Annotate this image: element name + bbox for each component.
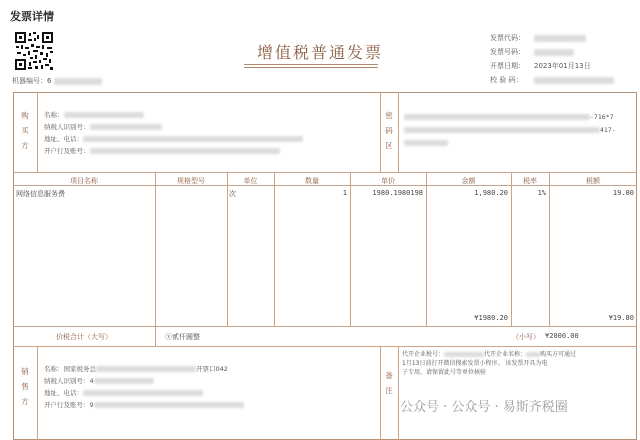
cipher-line-1: -716*7	[404, 113, 613, 122]
col-qty: 数量	[305, 177, 319, 185]
seller-name: 名称：国家税务总 开票口042	[44, 365, 228, 373]
sum-small-value: ¥2000.00	[545, 332, 579, 340]
meta-invoice-code: 发票代码：	[490, 33, 586, 43]
rule-items-bottom	[13, 326, 637, 327]
item-price: 1980.1980198	[372, 189, 423, 197]
seller-side-label: 销 售 方	[21, 367, 29, 406]
total-tax: ¥19.80	[608, 314, 634, 322]
invoice-frame	[13, 92, 637, 440]
rule-buyer-bottom	[13, 172, 637, 173]
col-item-name: 项目名称	[70, 177, 98, 185]
total-amount: ¥1980.20	[474, 314, 508, 322]
seller-bank: 开户行及账号：9	[44, 401, 244, 410]
page-title: 发票详情	[10, 10, 54, 23]
meta-invoice-number: 发票号码：	[490, 47, 574, 57]
buyer-tax-id: 纳税人识别号：	[44, 123, 162, 132]
item-name: 网络信息服务费	[16, 190, 65, 198]
remarks-side-label: 备 注	[385, 371, 393, 395]
cipher-side-label: 密 码 区	[385, 111, 393, 150]
watermark: 公众号 · 公众号 · 易斯齐税圈	[400, 400, 568, 415]
remarks-line-3: 子专用，请保留此号等单位核验	[402, 369, 487, 376]
buyer-name: 名称：	[44, 111, 144, 120]
col-unit: 单位	[243, 177, 258, 185]
item-rate: 1%	[537, 189, 546, 197]
col-amount: 金额	[461, 177, 476, 185]
remarks-line-1: 代开企业税号： 代开企业名称： 购买方可通过	[402, 351, 577, 358]
item-tax: 19.80	[612, 189, 634, 197]
rule-sum-bottom	[13, 346, 637, 347]
buyer-bank: 开户行及账号：	[44, 147, 280, 156]
buyer-address: 地址、电话：	[44, 135, 303, 144]
item-amount: 1,980.20	[474, 189, 508, 197]
sum-chinese: ⓧ贰仟圆整	[165, 333, 200, 341]
title-underline-2	[244, 67, 378, 68]
col-rate: 税率	[523, 177, 537, 185]
col-spec: 规格型号	[177, 177, 205, 185]
buyer-side-label: 购 买 方	[21, 111, 29, 150]
machine-number: 机器编号：6	[12, 76, 102, 86]
col-price: 单价	[381, 177, 395, 185]
seller-tax-id: 纳税人识别号：4	[44, 377, 154, 386]
meta-issue-date: 开票日期： 2023年01月13日	[490, 62, 591, 70]
remarks-line-2: 1月13日前打开微信搜索发票小程序。 该发票开具为电	[402, 360, 548, 367]
sum-label: 价税合计（大写）	[56, 333, 112, 341]
invoice-title: 增值税普通发票	[256, 43, 383, 62]
col-tax: 税额	[586, 177, 600, 185]
item-qty: 1	[342, 189, 347, 197]
item-unit: 次	[229, 190, 236, 198]
cipher-line-2: 417-	[404, 126, 616, 135]
title-underline	[244, 64, 378, 65]
seller-address: 地址、电话：	[44, 389, 203, 398]
machine-number-value: 6	[47, 77, 52, 85]
meta-check-code: 校 验 码：	[490, 75, 614, 85]
cipher-line-3	[404, 139, 448, 148]
sum-small-label: （小写）	[512, 333, 540, 341]
